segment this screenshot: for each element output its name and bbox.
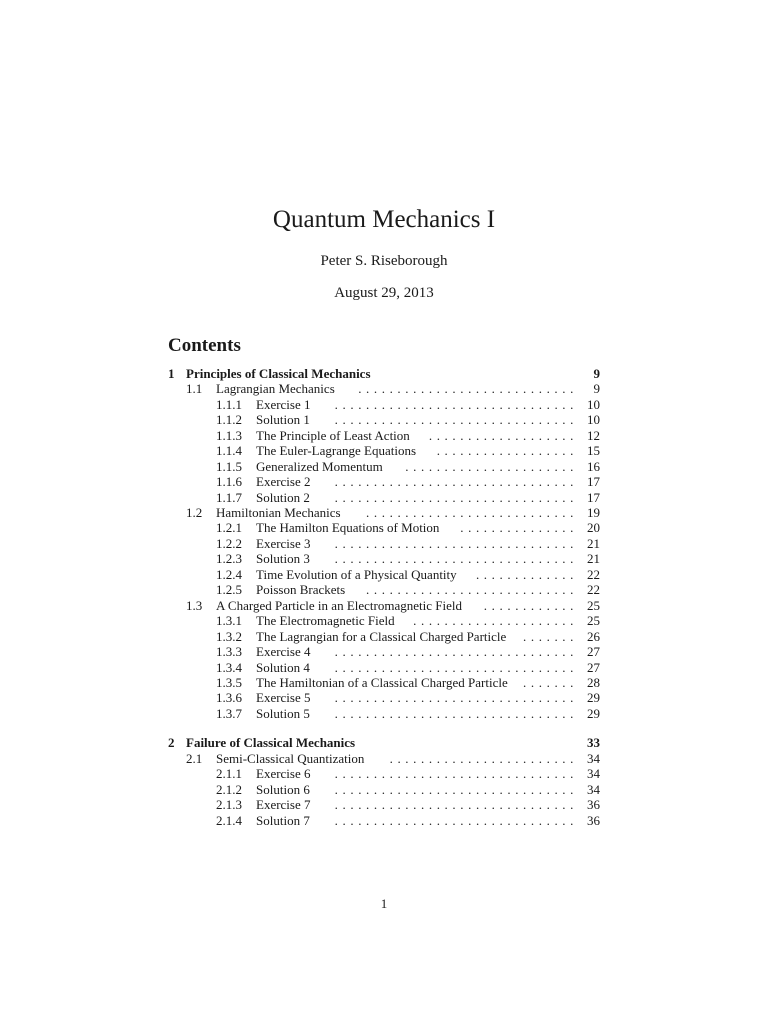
toc-entry-page: 33	[587, 735, 600, 750]
toc-entry-page: 34	[587, 766, 600, 781]
toc-entry-number: 1.1.4	[216, 443, 242, 458]
toc-leader-dots: ............	[483, 598, 578, 613]
toc-entry[interactable]	[0, 520, 768, 536]
toc-entry-number: 1.1.6	[216, 474, 242, 489]
document-title: Quantum Mechanics I	[272, 206, 496, 233]
toc-entry-number: 2.1.1	[216, 766, 242, 781]
toc-entry-number: 1	[168, 366, 175, 381]
toc-entry-title: Exercise 4	[256, 644, 311, 659]
toc-entry[interactable]	[0, 412, 768, 428]
toc-entry[interactable]	[0, 443, 768, 459]
toc-entry-title: Generalized Momentum	[256, 459, 383, 474]
toc-entry-page: 29	[587, 706, 600, 721]
toc-entry[interactable]	[0, 690, 768, 706]
toc-entry-title: Exercise 1	[256, 397, 311, 412]
toc-entry-page: 22	[587, 567, 600, 582]
toc-entry-title: Failure of Classical Mechanics	[186, 735, 356, 750]
toc-entry-title: Exercise 2	[256, 474, 311, 489]
toc-entry-title: The Principle of Least Action	[256, 428, 410, 443]
toc-entry-title: The Euler-Lagrange Equations	[256, 443, 417, 458]
toc-entry-number: 1.3.7	[216, 706, 242, 721]
toc-entry-title: Principles of Classical Mechanics	[186, 366, 371, 381]
toc-leader-dots: ...............................	[334, 813, 578, 828]
toc-leader-dots: ......................	[405, 459, 578, 474]
toc-entry-page: 9	[593, 366, 600, 381]
toc-entry-page: 20	[587, 520, 600, 535]
toc-entry[interactable]	[0, 766, 768, 782]
page-number: 1	[380, 896, 388, 911]
toc-leader-dots: ...............................	[334, 766, 578, 781]
toc-entry-title: A Charged Particle in an Electromagnetic Field	[216, 598, 462, 613]
toc-entry-number: 1.2.5	[216, 582, 242, 597]
toc-entry-title: Solution 6	[256, 782, 310, 797]
toc-leader-dots: ...........................	[366, 582, 578, 597]
toc-entry[interactable]	[0, 660, 768, 676]
toc-entry[interactable]	[0, 782, 768, 798]
toc-entry-number: 1.3.5	[216, 675, 242, 690]
toc-leader-dots: .............	[475, 567, 578, 582]
toc-entry-number: 1.1.2	[216, 412, 242, 427]
toc-entry-number: 1.3.1	[216, 613, 242, 628]
toc-entry-number: 2.1	[186, 751, 203, 766]
toc-entry-title: Exercise 3	[256, 536, 311, 551]
toc-leader-dots: ...............................	[334, 551, 578, 566]
toc-entry[interactable]	[0, 505, 768, 521]
toc-entry-title: Exercise 7	[256, 797, 311, 812]
toc-entry-number: 1.3.4	[216, 660, 242, 675]
toc-leader-dots: ...................	[428, 428, 578, 443]
toc-entry-title: Solution 1	[256, 412, 310, 427]
toc-entry-number: 2.1.3	[216, 797, 242, 812]
toc-entry-page: 21	[587, 536, 600, 551]
toc-leader-dots: .......	[523, 629, 578, 644]
toc-entry-page: 12	[587, 428, 600, 443]
contents-heading: Contents	[168, 335, 241, 356]
toc-entry-number: 2.1.2	[216, 782, 242, 797]
toc-entry[interactable]	[0, 551, 768, 567]
toc-entry-number: 1.3.2	[216, 629, 242, 644]
toc-entry-number: 1.3.3	[216, 644, 242, 659]
toc-entry-page: 22	[587, 582, 600, 597]
toc-entry-page: 34	[587, 751, 600, 766]
toc-entry-number: 1.2.4	[216, 567, 242, 582]
toc-entry-title: Exercise 5	[256, 690, 311, 705]
toc-entry-number: 1.2.3	[216, 551, 242, 566]
toc-entry-page: 25	[587, 613, 600, 628]
toc-entry-number: 1.3.6	[216, 690, 242, 705]
author-name: Peter S. Riseborough	[320, 253, 448, 269]
toc-leader-dots: .......	[523, 675, 578, 690]
toc-leader-dots: ...............................	[334, 536, 578, 551]
toc-entry-number: 1.2.1	[216, 520, 242, 535]
toc-entry[interactable]	[0, 366, 768, 382]
toc-entry-number: 1.2.2	[216, 536, 242, 551]
toc-entry[interactable]	[0, 644, 768, 660]
toc-entry-page: 21	[587, 551, 600, 566]
toc-leader-dots: ...............................	[334, 660, 578, 675]
toc-entry-title: Hamiltonian Mechanics	[216, 505, 341, 520]
toc-entry-page: 10	[587, 397, 600, 412]
toc-entry[interactable]	[0, 675, 768, 691]
toc-entry-title: Solution 4	[256, 660, 310, 675]
toc-entry-title: The Hamiltonian of a Classical Charged Particle	[256, 675, 508, 690]
toc-leader-dots: ...............................	[334, 644, 578, 659]
toc-entry[interactable]	[0, 474, 768, 490]
toc-leader-dots: ...............................	[334, 797, 578, 812]
toc-leader-dots: ...........................	[366, 505, 578, 520]
toc-leader-dots: ........................	[389, 751, 578, 766]
toc-entry-page: 17	[587, 474, 600, 489]
toc-leader-dots: .....................	[413, 613, 578, 628]
toc-leader-dots: ...............................	[334, 706, 578, 721]
toc-entry-page: 28	[587, 675, 600, 690]
toc-entry-title: Lagrangian Mechanics	[216, 381, 335, 396]
toc-entry-number: 1.1.3	[216, 428, 242, 443]
toc-entry-page: 29	[587, 690, 600, 705]
toc-entry-number: 1.3	[186, 598, 203, 613]
toc-entry-title: The Electromagnetic Field	[256, 613, 395, 628]
toc-entry-title: The Lagrangian for a Classical Charged Particle	[256, 629, 507, 644]
document-date: August 29, 2013	[334, 285, 434, 301]
toc-entry[interactable]	[0, 490, 768, 506]
toc-entry-number: 2	[168, 735, 175, 750]
toc-entry-number: 1.1.7	[216, 490, 242, 505]
toc-leader-dots: ...............................	[334, 782, 578, 797]
toc-entry-number: 1.1.1	[216, 397, 242, 412]
toc-leader-dots: ...............................	[334, 690, 578, 705]
toc-entry[interactable]	[0, 582, 768, 598]
toc-entry[interactable]	[0, 459, 768, 475]
toc-leader-dots: ...............	[460, 520, 578, 535]
toc-entry[interactable]	[0, 598, 768, 614]
toc-entry[interactable]	[0, 813, 768, 829]
toc-entry-title: Exercise 6	[256, 766, 311, 781]
toc-leader-dots: ...............................	[334, 397, 578, 412]
toc-entry-page: 27	[587, 644, 600, 659]
toc-entry-title: Solution 3	[256, 551, 310, 566]
toc-entry[interactable]	[0, 613, 768, 629]
toc-entry-page: 9	[593, 381, 600, 396]
toc-entry[interactable]	[0, 397, 768, 413]
toc-entry-number: 1.2	[186, 505, 203, 520]
toc-entry-page: 16	[587, 459, 600, 474]
toc-entry-title: Solution 5	[256, 706, 310, 721]
toc-entry-title: The Hamilton Equations of Motion	[256, 520, 440, 535]
toc-leader-dots: ............................	[358, 381, 578, 396]
toc-entry-title: Time Evolution of a Physical Quantity	[256, 567, 457, 582]
toc-entry[interactable]	[0, 751, 768, 767]
toc-leader-dots: ...............................	[334, 474, 578, 489]
toc-entry[interactable]	[0, 536, 768, 552]
toc-entry-page: 19	[587, 505, 600, 520]
toc-entry[interactable]	[0, 567, 768, 583]
toc-entry-page: 36	[587, 813, 600, 828]
toc-entry-title: Solution 2	[256, 490, 310, 505]
toc-entry-title: Solution 7	[256, 813, 310, 828]
toc-entry-page: 36	[587, 797, 600, 812]
toc-leader-dots: ...............................	[334, 490, 578, 505]
toc-entry[interactable]	[0, 428, 768, 444]
toc-entry-page: 10	[587, 412, 600, 427]
toc-entry-number: 1.1	[186, 381, 203, 396]
toc-entry[interactable]	[0, 629, 768, 645]
toc-entry-page: 25	[587, 598, 600, 613]
toc-leader-dots: ..................	[436, 443, 578, 458]
toc-leader-dots: ...............................	[334, 412, 578, 427]
toc-entry[interactable]	[0, 381, 768, 397]
toc-entry[interactable]	[0, 706, 768, 722]
toc-entry-page: 27	[587, 660, 600, 675]
toc-entry[interactable]	[0, 797, 768, 813]
toc-entry-number: 1.1.5	[216, 459, 242, 474]
toc-entry-title: Semi-Classical Quantization	[216, 751, 365, 766]
toc-entry[interactable]	[0, 735, 768, 751]
toc-entry-page: 15	[587, 443, 600, 458]
toc-entry-page: 17	[587, 490, 600, 505]
toc-entry-title: Poisson Brackets	[256, 582, 346, 597]
toc-entry-number: 2.1.4	[216, 813, 242, 828]
toc-entry-page: 34	[587, 782, 600, 797]
toc-entry-page: 26	[587, 629, 600, 644]
